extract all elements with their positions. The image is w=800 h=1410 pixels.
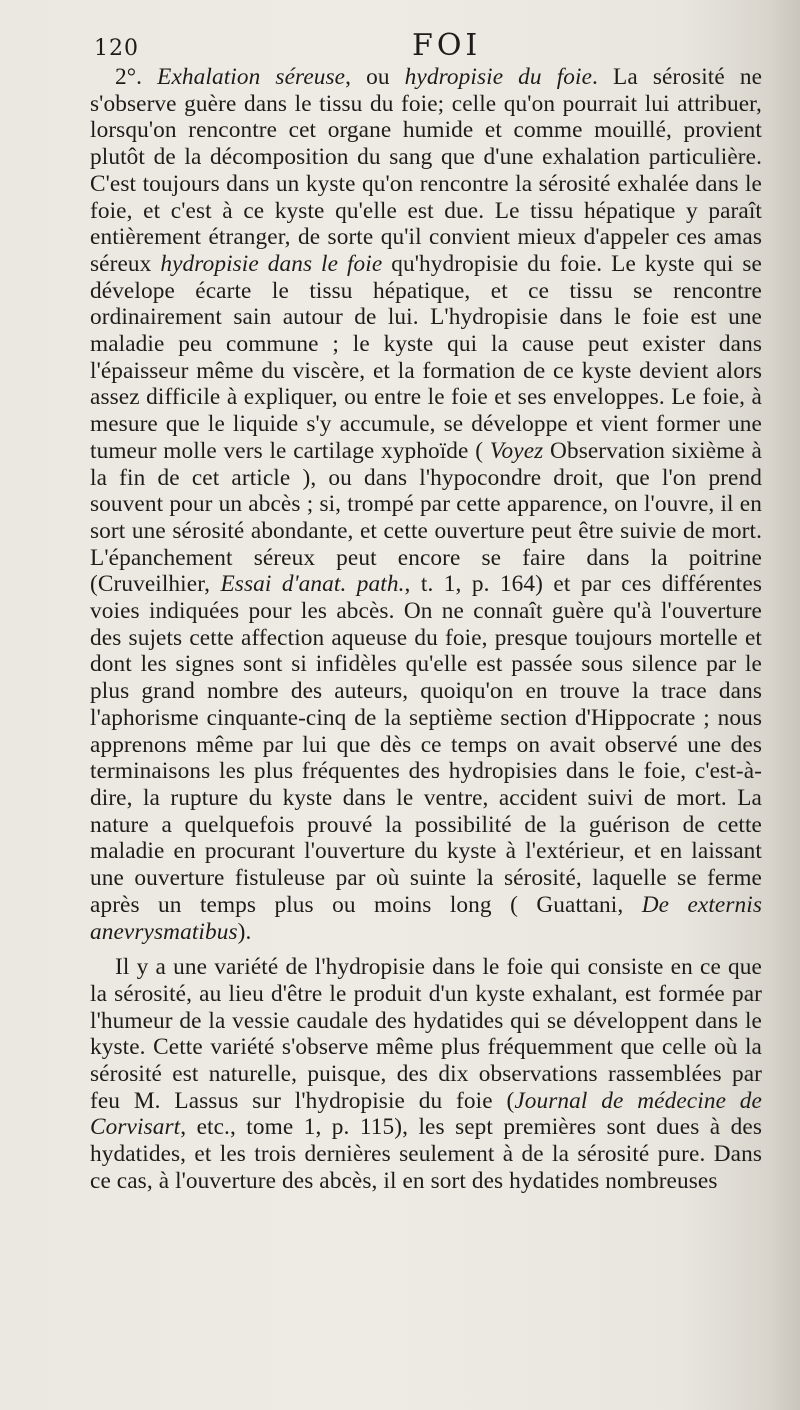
running-head: FOI xyxy=(412,28,482,63)
italic-text-run: hydropisie dans le foie xyxy=(160,250,383,277)
text-run: Observation sixième à la fin de cet article ), ou dans l'hypocondre droit, que l'on prend souvent pour un abcès ; si, trompé par cette apparence, on l'ouvre, il en sort une sérosité abondante, et cette ouverture peut être suivie de mort. L'épanchement séreux peut encore se faire dans la poitrine (Cruveilhier, xyxy=(90,437,762,598)
text-run: . La sérosité ne s'observe guère dans le tissu du foie; celle qu'on pourrait lui attribuer, lorsqu'on rencontre cet organe humide et comme mouillé, provient plutôt de la décomposition du sang que d'une exhalation particulière. C'est toujours dans un kyste qu'on rencontre la sérosité exhalée dans le foie, et c'est à ce kyste qu'elle est due. Le tissu hépatique y paraît entièrement étranger, de sorte qu'il convient mieux d'appeler ces amas séreux xyxy=(90,64,763,277)
italic-text-run: hydropisie du foie xyxy=(404,64,593,90)
page-number: 120 xyxy=(94,36,139,61)
text-run: , t. 1, p. 164) et par ces différentes voies indiquées pour les abcès. On ne connaît guère qu'à l'ouverture des sujets cette affection aqueuse du foie, presque toujours mortelle et dont les signes sont si infidèles qu'elle est passée sous silence par le plus grand nombre des auteurs, quoiqu'on en trouve la trace dans l'aphorisme cinquante-cinq de la septième section d'Hippocrate ; nous apprenons même par lui que dès ce temps on avait observé une des terminaisons les plus fréquentes des hydropisies dans le foie, c'est-à-dire, la rupture du kyste dans le ventre, accident suivi de mort. La nature a quelquefois prouvé la possibilité de la guérison de cette maladie en procurant l'ouverture du kyste à l'extérieur, et en laissant une ouverture fistuleuse par où suinte la sérosité, laquelle se ferme après un temps plus ou moins long ( Guattani, xyxy=(90,571,762,918)
text-run: Il y a une variété de l'hydropisie dans le foie qui consiste en ce que la sérosité, au lieu d'être le produit d'un kyste exhalant, est formée par l'humeur de la vessie caudale des hydatides qui se développent dans le kyste. Cette variété s'observe même plus fréquemment que celle où la sérosité est naturelle, puisque, des dix observations rassemblées par feu M. Lassus sur l'hydropisie du foie ( xyxy=(90,954,762,1114)
italic-text-run: De externis anevrysmatibus xyxy=(90,891,762,945)
text-run: qu'hydropisie du foie. Le kyste qui se dévelope écarte le tissu hépatique, et ce tissu se rencontre ordinairement sain autour de lui. L'hydropisie dans le foie est une maladie peu commune ; le kyste qui la cause peut exister dans l'épaisseur même du viscère, et la formation de ce kyste devient alors assez difficile à expliquer, ou entre le foie et ses enveloppes. Le foie, à mesure que le liquide s'y accumule, se développe et vient former une tumeur molle vers le cartilage xyphoïde ( xyxy=(90,250,763,464)
body-text xyxy=(90,64,762,1195)
italic-text-run: Voyez xyxy=(489,437,544,464)
italic-text-run: Essai d'anat. path. xyxy=(220,571,405,598)
text-run: , ou xyxy=(345,64,405,90)
paragraph-hydropisie-du-foie xyxy=(90,64,762,945)
italic-text-run: Exhalation séreuse xyxy=(157,64,346,90)
text-run: ). xyxy=(237,918,252,945)
paragraph-variete-hydatides xyxy=(90,954,762,1194)
italic-text-run: Journal de médecine de Corvisart xyxy=(90,1087,762,1141)
page-header xyxy=(90,28,760,64)
text-run: , etc., tome 1, p. 115), les sept premières sont dues à des hydatides, et les trois dernières seulement à de la sérosité pure. Dans ce cas, à l'ouverture des abcès, il en sort des hydatides nombreuses xyxy=(90,1114,762,1194)
text-run: 2°. xyxy=(115,64,158,90)
